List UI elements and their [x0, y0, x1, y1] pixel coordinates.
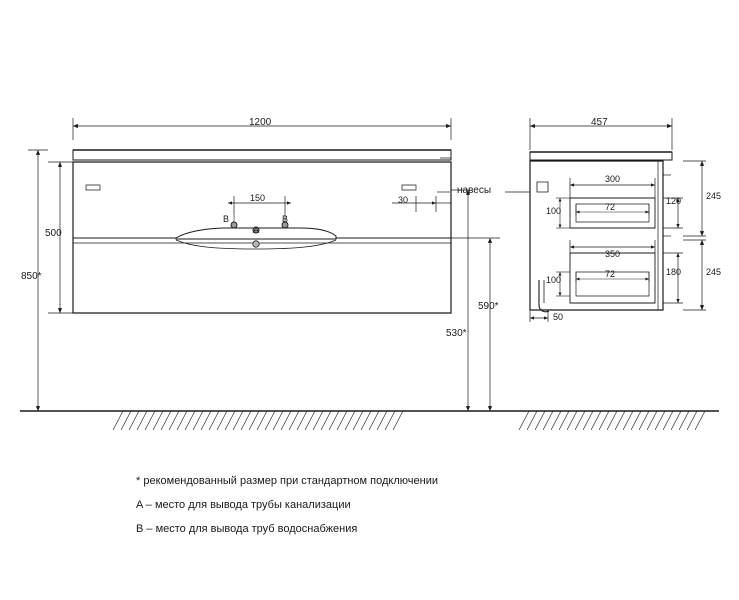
point-label-a: A [253, 225, 260, 235]
side-view-group [530, 152, 672, 312]
dim-245-lower [683, 240, 706, 310]
floor-hatch [113, 411, 705, 430]
dim-label-590: 590* [478, 301, 499, 312]
dim-label-100-lower: 100 [546, 275, 562, 285]
legend-line-3: B – место для вывода труб водоснабжения [136, 523, 358, 535]
dim-label-500: 500 [45, 228, 62, 239]
dim-label-530: 530* [446, 328, 467, 339]
dim-label-1200: 1200 [249, 117, 272, 128]
dim-label-30: 30 [398, 195, 409, 205]
dim-label-180: 180 [666, 267, 682, 277]
legend-line-2: A – место для вывода трубы канализации [136, 499, 351, 511]
front-view-group [73, 150, 451, 313]
dim-label-150: 150 [250, 193, 266, 203]
dim-245-upper [683, 161, 706, 236]
dim-590 [451, 238, 500, 411]
dim-label-50: 50 [553, 312, 564, 322]
dim-label-245-upper: 245 [706, 191, 722, 201]
dim-label-457: 457 [591, 117, 608, 128]
dim-label-72-upper: 72 [605, 202, 616, 212]
callout-label-hinges: навесы [457, 185, 492, 196]
dim-530 [451, 190, 470, 411]
dim-label-120: 120 [666, 196, 682, 206]
point-label-b-left: B [223, 214, 230, 224]
dim-label-245-lower: 245 [706, 267, 722, 277]
dim-label-72-lower: 72 [605, 269, 616, 279]
dim-label-850: 850* [21, 271, 42, 282]
point-label-b-right: B [282, 214, 289, 224]
dim-label-100-upper: 100 [546, 206, 562, 216]
legend-line-1: * рекомендованный размер при стандартном подключении [136, 475, 438, 487]
dim-label-300: 300 [605, 174, 621, 184]
dim-180 [663, 253, 683, 303]
dim-label-350: 350 [605, 249, 621, 259]
